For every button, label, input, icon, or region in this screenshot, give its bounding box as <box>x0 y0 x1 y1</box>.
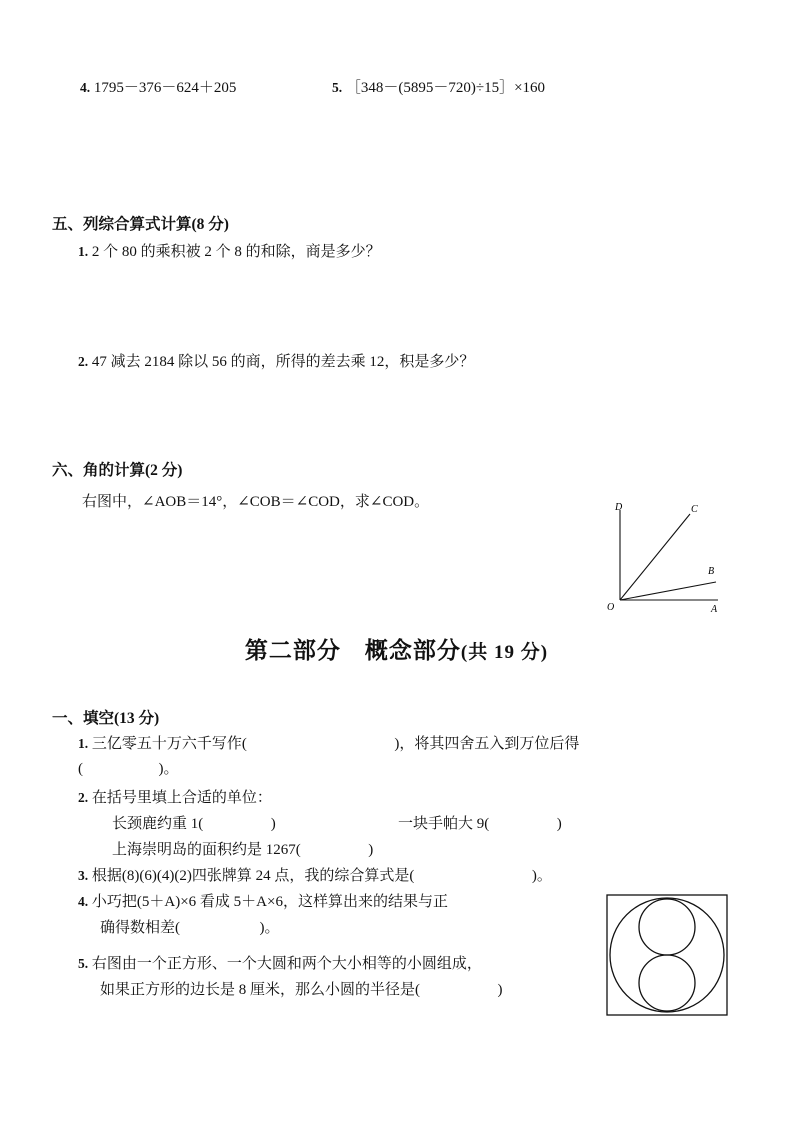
concept-item-3-number: 3. <box>78 868 89 883</box>
concept-item-1-line2 <box>78 757 179 778</box>
concept-item-2-sub2-close: ) <box>556 816 562 832</box>
concept-item-5-line2-close: ) <box>497 982 503 998</box>
concept-item-1-line2-close: )。 <box>158 761 179 777</box>
part-title <box>0 632 793 665</box>
concept-item-5-number: 5. <box>78 956 89 971</box>
concept-item-3-text: 根据(8)(6)(4)(2)四张牌算 24 点，我的综合算式是( <box>91 868 415 884</box>
concept-item-1-text-b: )，将其四舍五入到万位后得 <box>394 736 580 752</box>
angle-label-o: O <box>607 602 615 613</box>
problem-5-text: ［348－(5895－720)÷15］×160 <box>345 80 546 96</box>
concept-item-2-sub3-text: 上海崇明岛的面积约是 1267( <box>112 842 301 858</box>
concept-item-5-line2 <box>100 978 503 999</box>
concept-item-5-text: 右图由一个正方形、一个大圆和两个大小相等的小圆组成， <box>91 956 482 972</box>
section-five-item-1-text: 2 个 80 的乘积被 2 个 8 的和除，商是多少？ <box>91 244 381 260</box>
angle-diagram-svg <box>598 500 728 615</box>
angle-label-d: D <box>615 502 623 513</box>
problem-4 <box>80 76 236 97</box>
concept-item-2-sub1-text: 长颈鹿约重 1( <box>112 816 204 832</box>
concept-item-2-text: 在括号里填上合适的单位： <box>91 790 272 806</box>
angle-label-b: B <box>708 566 715 577</box>
problem-4-text: 1795－376－624＋205 <box>93 80 237 96</box>
concept-item-2-sub3 <box>112 838 373 859</box>
section-six-heading: 六、角的计算(2 分) <box>52 462 183 479</box>
angle-label-a: A <box>711 604 718 615</box>
problem-5-number: 5. <box>332 80 343 95</box>
concept-item-4-line2 <box>100 916 280 937</box>
concept-item-5-line2-text: 如果正方形的边长是 8 厘米，那么小圆的半径是( <box>100 982 420 998</box>
concept-item-2-sub1-close: ) <box>270 816 276 832</box>
concept-item-2-number: 2. <box>78 790 89 805</box>
section-five-item-2-number: 2. <box>78 354 89 369</box>
part-title-main: 第二部分 概念部分 <box>244 638 461 663</box>
concept-item-4-line2-close: )。 <box>259 920 280 936</box>
concept-heading: 一、填空(13 分) <box>52 710 160 727</box>
problem-5 <box>332 76 545 97</box>
section-five-item-1-number: 1. <box>78 244 89 259</box>
section-six-item: 右图中，∠AOB＝14°，∠COB＝∠COD，求∠COD。 <box>82 494 430 510</box>
section-five-heading: 五、列综合算式计算(8 分) <box>52 216 229 233</box>
section-five-item-2 <box>78 350 474 371</box>
part-title-sub: (共 19 分) <box>460 642 549 663</box>
concept-item-4-text: 小巧把(5＋A)×6 看成 5＋A×6，这样算出来的结果与正 <box>91 894 448 910</box>
concept-item-5 <box>78 952 482 973</box>
concept-item-2-sub3-close: ) <box>368 842 374 858</box>
section-five-item-1 <box>78 240 381 261</box>
square-circles-diagram <box>604 892 730 1018</box>
concept-item-3 <box>78 864 552 885</box>
concept-item-1-text: 三亿零五十万六千写作( <box>91 736 247 752</box>
concept-item-2-sub1 <box>112 812 276 833</box>
concept-item-1-line2-open: ( <box>78 761 83 777</box>
concept-item-1-number: 1. <box>78 736 89 751</box>
angle-label-c: C <box>691 504 698 515</box>
section-five-item-2-text: 47 减去 2184 除以 56 的商，所得的差去乘 12，积是多少？ <box>91 354 475 370</box>
concept-item-3-close: )。 <box>531 868 552 884</box>
concept-item-4 <box>78 890 448 911</box>
concept-item-1 <box>78 732 579 753</box>
concept-item-2-sub2-text: 一块手帕大 9( <box>398 816 490 832</box>
concept-item-2-sub2 <box>398 812 562 833</box>
concept-item-2 <box>78 786 272 807</box>
square-circles-svg <box>604 892 730 1018</box>
concept-item-4-line2-text: 确得数相差( <box>100 920 180 936</box>
concept-item-4-number: 4. <box>78 894 89 909</box>
angle-diagram <box>598 500 728 615</box>
problem-4-number: 4. <box>80 80 91 95</box>
